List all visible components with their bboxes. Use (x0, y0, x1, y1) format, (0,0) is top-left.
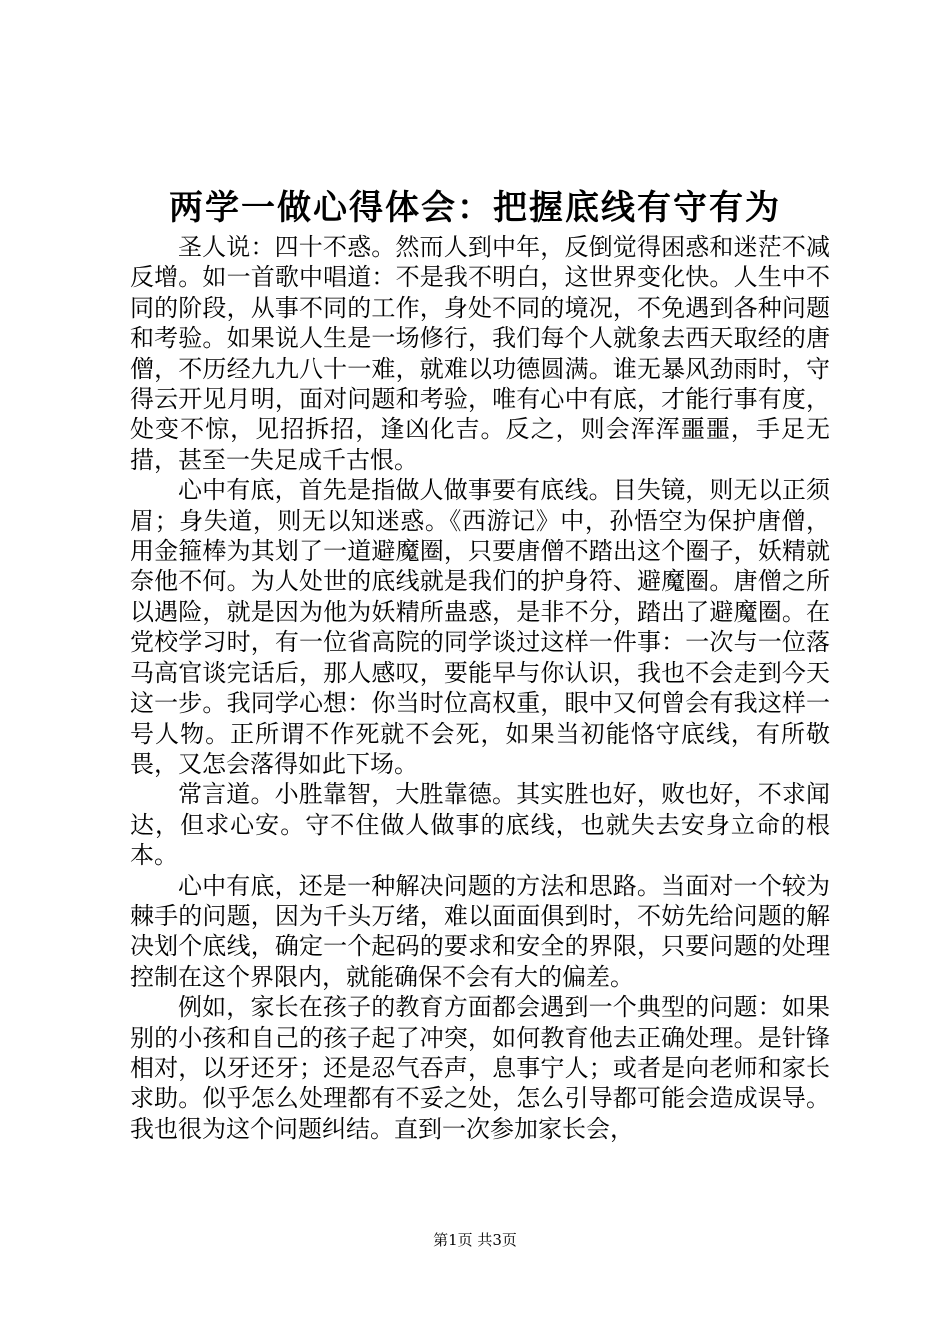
paragraph: 常言道。小胜靠智，大胜靠德。其实胜也好，败也好，不求闻达，但求心安。守不住做人做事的底线，也就失去安身立命的根本。 (130, 780, 830, 870)
paragraph: 例如，家长在孩子的教育方面都会遇到一个典型的问题：如果别的小孩和自己的孩子起了冲突，如何教育他去正确处理。是针锋相对，以牙还牙；还是忍气吞声，息事宁人；或者是向老师和家长求助。似乎怎么处理都有不妥之处，怎么引导都可能会造成误导。我也很为这个问题纠结。直到一次参加家长会， (130, 993, 830, 1143)
paragraph: 心中有底，还是一种解决问题的方法和思路。当面对一个较为棘手的问题，因为千头万绪，难以面面俱到时，不妨先给问题的解决划个底线，确定一个起码的要求和安全的界限，只要问题的处理控制在这个界限内，就能确保不会有大的偏差。 (130, 871, 830, 991)
page-number-footer: 第1页 共3页 (433, 1231, 517, 1249)
document-body (130, 232, 830, 1144)
paragraph: 圣人说：四十不惑。然而人到中年，反倒觉得困惑和迷茫不减反增。如一首歌中唱道：不是我不明白，这世界变化快。人生中不同的阶段，从事不同的工作，身处不同的境况，不免遇到各种问题和考验。如果说人生是一场修行，我们每个人就象去西天取经的唐僧，不历经九九八十一难，就难以功德圆满。谁无暴风劲雨时，守得云开见月明，面对问题和考验，唯有心中有底，才能行事有度，处变不惊，见招拆招，逢凶化吉。反之，则会浑浑噩噩，手足无措，甚至一失足成千古恨。 (130, 233, 830, 474)
document-title: 两学一做心得体会：把握底线有守有为 (169, 188, 781, 228)
paragraph: 心中有底，首先是指做人做事要有底线。目失镜，则无以正须眉；身失道，则无以知迷惑。《西游记》中，孙悟空为保护唐僧，用金箍棒为其划了一道避魔圈，只要唐僧不踏出这个圈子，妖精就奈他不何。为人处世的底线就是我们的护身符、避魔圈。唐僧之所以遇险，就是因为他为妖精所蛊惑，是非不分，踏出了避魔圈。在党校学习时，有一位省高院的同学谈过这样一件事：一次与一位落马高官谈完话后，那人感叹，要能早与你认识，我也不会走到今天这一步。我同学心想：你当时位高权重，眼中又何曾会有我这样一号人物。正所谓不作死就不会死，如果当初能恪守底线，有所敬畏，又怎会落得如此下场。 (130, 476, 830, 778)
